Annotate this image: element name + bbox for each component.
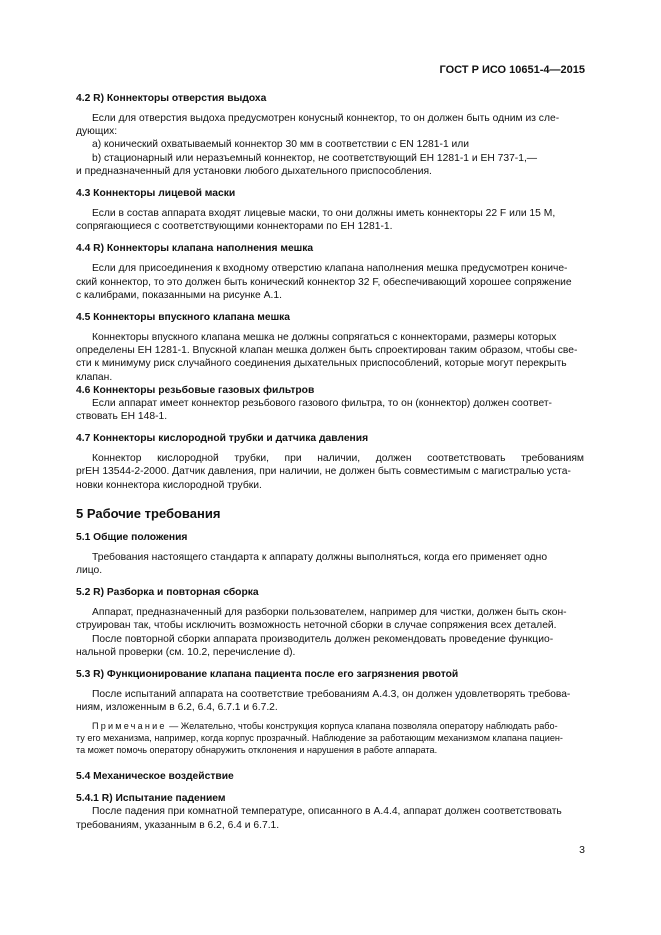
text-line: новки коннектора кислородной трубки. <box>76 479 262 491</box>
para-5-2 <box>76 606 584 659</box>
text-line: нальной проверки (см. 10.2, перечисление d). <box>76 646 296 658</box>
heading-4-2: 4.2 R) Коннекторы отверстия выдоха <box>76 93 267 104</box>
para-4-6 <box>76 397 584 423</box>
heading-5-2: 5.2 R) Разборка и повторная сборка <box>76 587 259 599</box>
heading-4-5: 4.5 Коннекторы впускного клапана мешка <box>76 312 291 324</box>
heading-4-3: 4.3 Коннекторы лицевой маски <box>76 188 236 200</box>
text-line: Если для присоединения к входному отверстию клапана наполнения мешка предусмотрен кониче- <box>92 263 568 275</box>
document-header: ГОСТ Р ИСО 10651-4—2015 <box>439 64 585 76</box>
text-line: ниям, изложенным в 6.2, 6.4, 6.7.1 и 6.7.2. <box>76 702 278 714</box>
text-line: Аппарат, предназначенный для разборки пользователем, например для чистки, должен быть скон- <box>92 607 567 619</box>
text-line: prЕН 13544-2-2000. Датчик давления, при наличии, не должен быть совместимым с магистралью уста- <box>76 466 571 478</box>
note-text: — Желательно, чтобы конструкция корпуса клапана позволяла оператору наблюдать рабо- <box>166 721 558 732</box>
para-4-7 <box>76 452 584 492</box>
note-line: ту его механизма, например, когда корпус прозрачный. Наблюдение за работающим механизмом клапана пациен- <box>76 733 563 744</box>
para-4-3 <box>76 207 584 233</box>
text-line: определены ЕН 1281-1. Впускной клапан мешка должен быть спроектирован таким образом, чтобы све- <box>76 345 578 357</box>
heading-5: 5 Рабочие требования <box>76 505 221 521</box>
text-line: лицо. <box>76 565 103 577</box>
para-5-1 <box>76 551 584 577</box>
note-label: Примечание <box>92 721 167 732</box>
note-5-3 <box>76 720 584 756</box>
page-number: 3 <box>579 844 585 856</box>
text-line: После повторной сборки аппарата производитель должен рекомендовать проведение функцио- <box>92 633 554 645</box>
para-4-5 <box>76 331 584 384</box>
text-line: сопрягающиеся с соответствующими коннекторами по ЕН 1281-1. <box>76 221 393 233</box>
text-line: После испытаний аппарата на соответствие требованиям А.4.3, он должен удовлетворять требова- <box>92 689 571 701</box>
text-line: Если для отверстия выдоха предусмотрен конусный коннектор, то он должен быть одним из сле- <box>92 113 560 124</box>
text-line: Если в состав аппарата входят лицевые маски, то они должны иметь коннекторы 22 F или 15 M, <box>92 208 556 220</box>
para-4-2 <box>76 112 584 178</box>
para-4-4 <box>76 262 584 302</box>
text-line: струирован так, чтобы исключить возможность неточной сборки в случае сопряжения всех деталей. <box>76 620 557 632</box>
list-item-a: а) конический охватываемый коннектор 30 мм в соответствии с EN 1281-1 или <box>92 139 470 151</box>
text-line: Требования настоящего стандарта к аппарату должны выполняться, когда его применяет одно <box>92 551 548 563</box>
para-5-3 <box>76 688 584 714</box>
text-line: ствовать ЕН 148-1. <box>76 411 168 423</box>
text-line: Если аппарат имеет коннектор резьбового газового фильтра, то он (коннектор) должен соответ- <box>92 397 552 409</box>
text-line: дующих: <box>76 126 118 138</box>
heading-4-6: 4.6 Коннекторы резьбовые газовых фильтров <box>76 384 315 396</box>
text-line: сти к минимуму риск случайного соединения дыхательных приспособлений, которые могут перекрыть <box>76 358 567 370</box>
text-line: После падения при комнатной температуре, описанного в А.4.4, аппарат должен соответствовать <box>92 806 562 818</box>
text-line: Коннектор кислородной трубки, при наличии, должен соответствовать требованиям <box>92 453 584 465</box>
list-item-b: b) стационарный или неразъемный коннектор, не соответствующий ЕН 1281-1 и ЕН 737-1,— <box>92 152 538 164</box>
text-line: клапан. <box>76 371 113 383</box>
heading-5-4: 5.4 Механическое воздействие <box>76 771 234 783</box>
note-line: та может помочь оператору обнаружить отклонения и нарушения в работе аппарата. <box>76 745 438 756</box>
text-line: требованиям, указанным в 6.2, 6.4 и 6.7.1. <box>76 819 280 831</box>
heading-4-4: 4.4 R) Коннекторы клапана наполнения мешка <box>76 243 314 255</box>
note-line <box>76 720 584 732</box>
heading-4-7: 4.7 Коннекторы кислородной трубки и датчика давления <box>76 433 369 445</box>
text-line: и предназначенный для установки любого дыхательного приспособления. <box>76 165 432 177</box>
text-line: с калибрами, показанными на рисунке А.1. <box>76 289 282 301</box>
heading-5-1: 5.1 Общие положения <box>76 531 188 543</box>
para-5-4-1 <box>76 805 584 831</box>
heading-5-4-1: 5.4.1 R) Испытание падением <box>76 793 226 805</box>
text-line: ский коннектор, то это должен быть конический коннектор 32 F, обеспечивающий хорошее сопряжение <box>76 276 572 288</box>
heading-5-3: 5.3 R) Функционирование клапана пациента после его загрязнения рвотой <box>76 669 459 681</box>
document-body <box>76 92 584 832</box>
text-line: Коннекторы впускного клапана мешка не должны сопрягаться с коннекторами, размеры которых <box>92 332 557 344</box>
